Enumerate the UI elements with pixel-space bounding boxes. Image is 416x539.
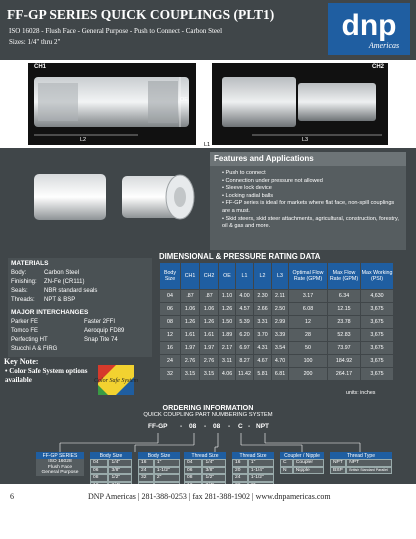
interchange-item: Stucchi A & FIRG: [11, 346, 58, 352]
table-cell: 3.17: [289, 290, 327, 302]
table-cell: 24: [160, 355, 180, 367]
table-cell: 2.76: [181, 355, 199, 367]
interchange-item: Snap Tite 74: [84, 337, 118, 343]
table-cell: 264.17: [328, 368, 360, 380]
table-cell: 3.11: [219, 355, 235, 367]
table-cell: 12: [160, 329, 180, 341]
table-cell: 6.08: [289, 303, 327, 315]
table-cell: 3.31: [254, 316, 271, 328]
option-row: [90, 459, 132, 467]
table-cell: 3.15: [181, 368, 199, 380]
table-cell: 52.83: [328, 329, 360, 341]
option-row: [280, 467, 324, 475]
table-cell: 1.26: [181, 316, 199, 328]
material-key: Seals:: [11, 288, 28, 294]
ordering-subtitle: QUICK COUPLING PART NUMBERING SYSTEM: [143, 412, 273, 418]
part-coupler: C: [238, 423, 243, 430]
table-cell: 2.76: [200, 355, 218, 367]
option-value: 3/8": [108, 467, 132, 475]
key-note: [2, 357, 152, 397]
option-row: [330, 459, 392, 467]
table-row: [160, 355, 393, 367]
page-number: 6: [10, 492, 14, 501]
series-line: Flush Face: [36, 465, 84, 471]
table-cell: 12: [289, 316, 327, 328]
option-row: [138, 467, 180, 475]
interchange-item: Faster 2FFI: [84, 319, 116, 325]
header-subtitle: ISO 16028 - Flush Face - General Purpose - Push to Connect - Carbon Steel: [9, 27, 223, 35]
table-cell: 73.97: [328, 342, 360, 354]
table-cell: 4.06: [219, 368, 235, 380]
col-header: L1: [236, 263, 253, 289]
option-value: 1": [154, 459, 180, 467]
option-row: [232, 467, 274, 475]
option-value: 3/8": [202, 467, 226, 475]
option-value: Coupler: [293, 459, 324, 467]
thread-size-header: Thread Size: [184, 452, 226, 459]
features-list: [214, 170, 402, 231]
table-cell: 2.50: [272, 303, 288, 315]
option-code: 20: [232, 467, 248, 475]
feature-item: • Skid steers, skid steer attachments, agricultural, construction, forestry, oil & gas and more.: [222, 216, 402, 231]
material-key: Threads:: [11, 297, 35, 303]
interchange-item: Tomco FE: [11, 328, 39, 334]
table-cell: 1.89: [219, 329, 235, 341]
table-cell: 3.70: [254, 329, 271, 341]
ordering-title: ORDERING INFORMATION: [162, 403, 254, 412]
option-code: BSP: [330, 467, 346, 475]
coupler-nipple-header: Coupler / Nipple: [280, 452, 324, 459]
coupler-nipple-box: [280, 452, 324, 474]
table-cell: 6.34: [328, 290, 360, 302]
material-key: Finishing:: [11, 279, 37, 285]
col-header: OE: [219, 263, 235, 289]
table-cell: 1.61: [181, 329, 199, 341]
thread-size-header: Thread Size: [232, 452, 274, 459]
footer-address: DNP Americas | 281-388-0253 | fax 281-388-1902 | www.dnpamericas.com: [88, 492, 331, 501]
table-cell: 6.97: [236, 342, 253, 354]
color-safe-badge: [94, 365, 138, 395]
dims-title: DIMENSIONAL & PRESSURE RATING DATA: [159, 252, 321, 261]
feature-item: • Sleeve lock device: [222, 185, 402, 193]
table-cell: 2.30: [254, 290, 271, 302]
table-cell: 12.15: [328, 303, 360, 315]
option-code: NPT: [330, 459, 346, 467]
series-header: FF-GP SERIES: [36, 452, 84, 459]
table-cell: 200: [289, 368, 327, 380]
table-cell: 28: [289, 329, 327, 341]
part-dash: -: [180, 423, 183, 430]
table-cell: 1.26: [200, 316, 218, 328]
col-header: L3: [272, 263, 288, 289]
table-row: [160, 303, 393, 315]
table-cell: 3.15: [200, 368, 218, 380]
option-code: C: [280, 459, 293, 467]
table-cell: 1.26: [219, 303, 235, 315]
table-cell: 5.81: [254, 368, 271, 380]
table-cell: 2.11: [272, 290, 288, 302]
label-ch1: CH1: [34, 64, 47, 70]
option-row: [90, 467, 132, 475]
option-value: British Standard Parallel: [346, 467, 392, 475]
nipple-image: [212, 63, 388, 145]
table-cell: 2.17: [219, 342, 235, 354]
option-code: 16: [232, 459, 248, 467]
option-value: 1/4": [202, 459, 226, 467]
table-cell: 1.97: [181, 342, 199, 354]
body-size-header: Body Size: [138, 452, 180, 459]
interchange-item: Aeroquip FD89: [84, 328, 125, 334]
nipple-photo: [212, 63, 388, 145]
material-value: NBR standard seals: [44, 288, 98, 294]
table-cell: 1.50: [219, 316, 235, 328]
table-cell: 3,675: [361, 368, 393, 380]
table-cell: 3.54: [272, 342, 288, 354]
table-cell: 3,675: [361, 342, 393, 354]
page-title: FF-GP SERIES QUICK COUPLINGS (PLT1): [7, 7, 275, 22]
label-l2: L2: [80, 137, 87, 143]
option-row: [232, 474, 274, 482]
table-cell: 3,675: [361, 355, 393, 367]
materials-panel: [8, 258, 152, 364]
table-cell: 2.99: [272, 316, 288, 328]
series-box: [36, 452, 84, 476]
option-value: 1-1/2": [154, 467, 180, 475]
option-value: Nipple: [293, 467, 324, 475]
part-dash: -: [204, 423, 207, 430]
table-cell: 8.27: [236, 355, 253, 367]
table-cell: .87: [181, 290, 199, 302]
logo-sub: Americas: [368, 41, 400, 50]
option-row: [90, 474, 132, 482]
table-cell: 4.00: [236, 290, 253, 302]
option-value: 1-1/2": [248, 474, 274, 482]
units-note: units: inches: [346, 390, 376, 396]
option-code: 24: [138, 467, 154, 475]
option-code: N: [280, 467, 293, 475]
option-value: 1/2": [202, 474, 226, 482]
col-header: L2: [254, 263, 271, 289]
option-row: [138, 474, 180, 482]
col-header: Body Size: [160, 263, 180, 289]
table-cell: 3,675: [361, 329, 393, 341]
series-line: General Purpose: [36, 470, 84, 476]
option-code: 04: [184, 459, 202, 467]
feature-item: • FF-GP series is ideal for markets where flat face, non-spill couplings are a must.: [222, 200, 402, 215]
label-l3: L3: [302, 137, 309, 143]
table-cell: 1.06: [181, 303, 199, 315]
table-cell: 23.78: [328, 316, 360, 328]
logo-text: dnp: [341, 9, 397, 42]
part-dash: -: [248, 423, 251, 430]
option-value: 1/2": [108, 474, 132, 482]
option-value: 1/4": [108, 459, 132, 467]
option-value: 1-1/4": [248, 467, 274, 475]
part-connectors: [0, 431, 416, 453]
table-cell: 6.81: [272, 368, 288, 380]
table-cell: 4,630: [361, 290, 393, 302]
label-oe: OE: [180, 97, 188, 103]
option-row: [184, 474, 226, 482]
table-cell: 4.67: [254, 355, 271, 367]
table-cell: 50: [289, 342, 327, 354]
table-cell: 1.61: [200, 329, 218, 341]
option-row: [184, 459, 226, 467]
part-thread-type: NPT: [256, 423, 269, 430]
part-dash: -: [228, 423, 231, 430]
table-cell: 4.70: [272, 355, 288, 367]
material-key: Body:: [11, 270, 27, 276]
table-row: [160, 316, 393, 328]
table-cell: 11.42: [236, 368, 253, 380]
table-cell: 1.97: [200, 342, 218, 354]
col-header: Optimal Flow Rate (GPM): [289, 263, 327, 289]
material-value: ZN-Fe (CR111): [44, 279, 85, 285]
table-cell: 2.66: [254, 303, 271, 315]
key-note-text: • Color Safe System options available: [5, 367, 88, 384]
table-cell: 4.31: [254, 342, 271, 354]
part-thread: 08: [213, 423, 221, 430]
table-cell: 3,675: [361, 303, 393, 315]
table-cell: 08: [160, 316, 180, 328]
part-body: 08: [189, 423, 197, 430]
table-cell: 4.57: [236, 303, 253, 315]
thread-type-box: [330, 452, 392, 474]
table-cell: 5.39: [236, 316, 253, 328]
option-row: [280, 459, 324, 467]
option-value: NPT: [346, 459, 392, 467]
table-cell: .87: [200, 290, 218, 302]
option-row: [232, 459, 274, 467]
table-cell: 1.06: [200, 303, 218, 315]
label-l1: L1: [204, 142, 211, 148]
option-value: 1": [248, 459, 274, 467]
features-panel: [210, 152, 406, 250]
header: [0, 0, 416, 60]
option-row: [184, 467, 226, 475]
col-header: CH1: [181, 263, 199, 289]
option-code: 08: [90, 474, 108, 482]
interchange-item: Perfecting HT: [11, 337, 48, 343]
features-title: Features and Applications: [210, 152, 406, 166]
table-cell: 32: [160, 368, 180, 380]
series-line: ISO 16028: [36, 459, 84, 465]
dims-table: [159, 262, 394, 381]
option-row: [138, 459, 180, 467]
thread-type-header: Thread Type: [330, 452, 392, 459]
coupler-image: [28, 63, 196, 145]
option-row: [330, 467, 392, 475]
table-cell: 100: [289, 355, 327, 367]
feature-item: • Push to connect: [222, 170, 402, 178]
table-cell: 16: [160, 342, 180, 354]
table-cell: 3.39: [272, 329, 288, 341]
table-cell: 1.10: [219, 290, 235, 302]
coupler-photo: [28, 63, 196, 145]
option-code: 04: [90, 459, 108, 467]
body-size-header: Body Size: [90, 452, 132, 459]
table-row: [160, 329, 393, 341]
table-row: [160, 290, 393, 302]
col-header: Max Flow Rate (GPM): [328, 263, 360, 289]
coupling-pair-image: [30, 154, 200, 246]
option-code: 16: [138, 459, 154, 467]
interchange-item: Parker FE: [11, 319, 39, 325]
feature-item: • Locking radial balls: [222, 193, 402, 201]
option-code: 08: [184, 474, 202, 482]
table-row: [160, 368, 393, 380]
option-value: 2": [154, 474, 180, 482]
table-cell: 184.92: [328, 355, 360, 367]
table-row: [160, 342, 393, 354]
materials-title: MATERIALS: [11, 260, 49, 267]
option-code: 06: [184, 467, 202, 475]
feature-item: • Connection under pressure not allowed: [222, 178, 402, 186]
table-cell: 6.20: [236, 329, 253, 341]
material-value: NPT & BSP: [44, 297, 76, 303]
table-cell: 04: [160, 290, 180, 302]
label-ch2: CH2: [372, 64, 385, 70]
header-sizes: Sizes: 1/4" thru 2": [9, 38, 61, 46]
option-code: 32: [138, 474, 154, 482]
option-code: 24: [232, 474, 248, 482]
color-safe-text: Color Safe System: [94, 378, 138, 384]
interchanges-title: MAJOR INTERCHANGES: [11, 309, 89, 316]
dnp-logo: [328, 3, 410, 55]
col-header: CH2: [200, 263, 218, 289]
part-series: FF-GP: [148, 423, 168, 430]
table-cell: 06: [160, 303, 180, 315]
option-code: 06: [90, 467, 108, 475]
material-value: Carbon Steel: [44, 270, 80, 276]
key-note-title: Key Note:: [4, 357, 39, 366]
table-cell: 3,675: [361, 316, 393, 328]
col-header: Max Working (PSI): [361, 263, 393, 289]
